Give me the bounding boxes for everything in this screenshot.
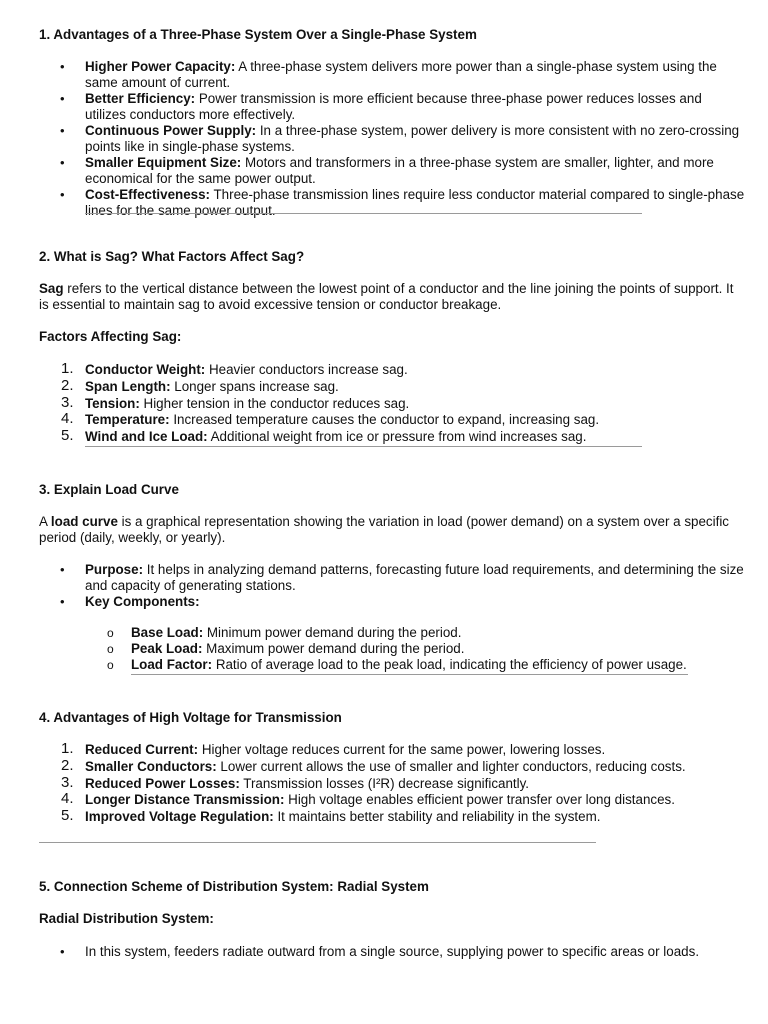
- list-item: 5. Improved Voltage Regulation: It maintains better stability and reliability in the system.: [61, 807, 601, 825]
- section-2-heading: 2. What is Sag? What Factors Affect Sag?: [39, 249, 305, 264]
- high-voltage-list: [0, 742, 745, 826]
- list-item: 1. Reduced Current: Higher voltage reduces current for the same power, lowering losses.: [61, 740, 606, 757]
- section-divider: [39, 842, 596, 843]
- list-item: 2. Smaller Conductors: Lower current allows the use of smaller and lighter conductors, reducing costs.: [61, 756, 686, 774]
- list-item: 4. Longer Distance Transmission: High voltage enables efficient power transfer over long distances.: [61, 790, 675, 808]
- sag-definition: Sag refers to the vertical distance between the lowest point of a conductor and the line joining the points of support. It is essential to maintain sag to avoid excessive tension or conductor breakage.: [39, 281, 734, 312]
- list-item: • Continuous Power Supply: In a three-phase system, power delivery is more consistent with no zero-crossing points like in single-phase systems.: [60, 123, 740, 154]
- section-divider: [131, 674, 688, 675]
- list-item: o Base Load: Minimum power demand during the period.: [107, 625, 462, 640]
- list-item: • Smaller Equipment Size: Motors and transformers in a three-phase system are smaller, lighter, and more economical for the same power output.: [60, 155, 714, 186]
- radial-list: [0, 944, 745, 960]
- list-item: • Higher Power Capacity: A three-phase system delivers more power than a single-phase system using the same amount of current.: [60, 59, 717, 90]
- section-divider: [85, 446, 642, 447]
- load-curve-components: [0, 625, 751, 673]
- list-item: 4. Temperature: Increased temperature causes the conductor to expand, increasing sag.: [61, 410, 600, 428]
- list-item: • In this system, feeders radiate outward from a single source, supplying power to specific areas or loads.: [60, 944, 700, 959]
- list-item: • Cost-Effectiveness: Three-phase transmission lines require less conductor material compared to single-phase lines for the same power output.: [60, 187, 745, 218]
- section-5-heading: 5. Connection Scheme of Distribution System: Radial System: [39, 879, 429, 894]
- list-item: • Better Efficiency: Power transmission is more efficient because three-phase power reduces losses and utilizes conductors more effectively.: [60, 91, 702, 122]
- list-item: • Purpose: It helps in analyzing demand patterns, forecasting future load requirements, and determining the size and capacity of generating stations.: [60, 562, 744, 593]
- list-item: 3. Tension: Higher tension in the conductor reduces sag.: [61, 393, 410, 411]
- section-1-list: [0, 59, 745, 219]
- list-item: 3. Reduced Power Losses: Transmission losses (I²R) decrease significantly.: [61, 773, 530, 791]
- section-4-heading: 4. Advantages of High Voltage for Transmission: [39, 710, 342, 725]
- load-curve-definition: A load curve is a graphical representation showing the variation in load (power demand) on a system over a specific period (daily, weekly, or yearly).: [39, 514, 729, 545]
- list-item: • Key Components:: [60, 594, 200, 609]
- load-curve-list: [0, 562, 745, 610]
- factors-heading: Factors Affecting Sag:: [39, 329, 182, 344]
- list-item: o Peak Load: Maximum power demand during the period.: [107, 641, 465, 656]
- section-divider: [85, 213, 642, 214]
- sag-factors-list: [0, 362, 745, 446]
- list-item: 1. Conductor Weight: Heavier conductors increase sag.: [61, 360, 408, 377]
- list-item: 2. Span Length: Longer spans increase sag.: [61, 376, 339, 394]
- section-1-heading: 1. Advantages of a Three-Phase System Over a Single-Phase System: [39, 27, 477, 42]
- list-item: o Load Factor: Ratio of average load to the peak load, indicating the efficiency of power usage.: [107, 657, 687, 672]
- section-3-heading: 3. Explain Load Curve: [39, 482, 179, 497]
- list-item: 5. Wind and Ice Load: Additional weight from ice or pressure from wind increases sag.: [61, 427, 587, 445]
- radial-heading: Radial Distribution System:: [39, 911, 214, 926]
